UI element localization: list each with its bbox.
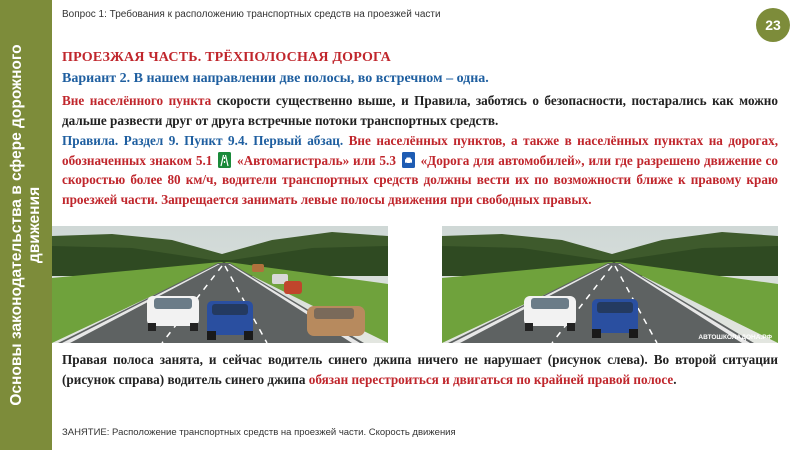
paragraph-intro (62, 91, 778, 130)
white-sedan (524, 296, 576, 331)
paragraph-rule (62, 131, 778, 209)
sidebar (0, 0, 52, 450)
sidebar-title: Основы законодательства в сфере дорожного движения (8, 44, 43, 406)
white-sedan (147, 296, 199, 331)
explanation-highlight: обязан перестроиться и двигаться по крайней правой полосе (308, 371, 674, 387)
rule-text-2: «Автомагистраль» или 5.3 (233, 152, 400, 168)
blue-jeep (592, 299, 638, 338)
slide-number-badge: 23 (756, 8, 790, 42)
explanation-text-1: Правая полоса занята, и сейчас водитель синего джипа ничего не нарушает (рисунок слева). Во второй ситуации (рисунок справа) водитель синего джипа (62, 352, 778, 387)
car-road-sign-icon (402, 152, 415, 168)
blue-jeep (207, 301, 253, 340)
section-heading: ПРОЕЗЖАЯ ЧАСТЬ. ТРЁХПОЛОСНАЯ ДОРОГА (62, 50, 391, 65)
rule-reference: Правила. Раздел 9. Пункт 9.4. Первый абзац. (62, 133, 344, 148)
intro-lead: Вне населённого пункта (62, 93, 212, 108)
explanation-text-2: . (673, 371, 677, 387)
rule-text-1: Вне населённых пунктов, а также в населённых пунктах на дорогах, обозначенных знаком 5.1 (62, 133, 778, 168)
footer-lesson: ЗАНЯТИЕ: Расположение транспортных средств на проезжей части. Скорость движения (62, 427, 456, 438)
road-illustration-left (52, 226, 388, 343)
road-illustration-right (442, 226, 778, 343)
variant-subheading: Вариант 2. В нашем направлении две полосы, во встречном – одна. (62, 71, 489, 86)
question-title: Вопрос 1: Требования к расположению транспортных средств на проезжей части (62, 9, 441, 20)
motorway-sign-icon (218, 152, 231, 168)
rule-text-3: «Дорога для автомобилей», или где разрешено движение со скоростью более 80 км/ч, водители транспортных средств должны вести их по возможности ближе к правому краю проезжей части. Запрещается занимать левые полосы движения при свободных правых. (62, 152, 778, 207)
watermark-text: АВТОШКОЛАДОНА.РФ (698, 334, 772, 341)
paragraph-explanation (62, 350, 778, 389)
bronze-sedan (307, 306, 365, 336)
intro-rest: скорости существенно выше, и Правила, заботясь о безопасности, постарались как можно дальше развести друг от друга встречные потоки транспортных средств. (62, 93, 778, 128)
